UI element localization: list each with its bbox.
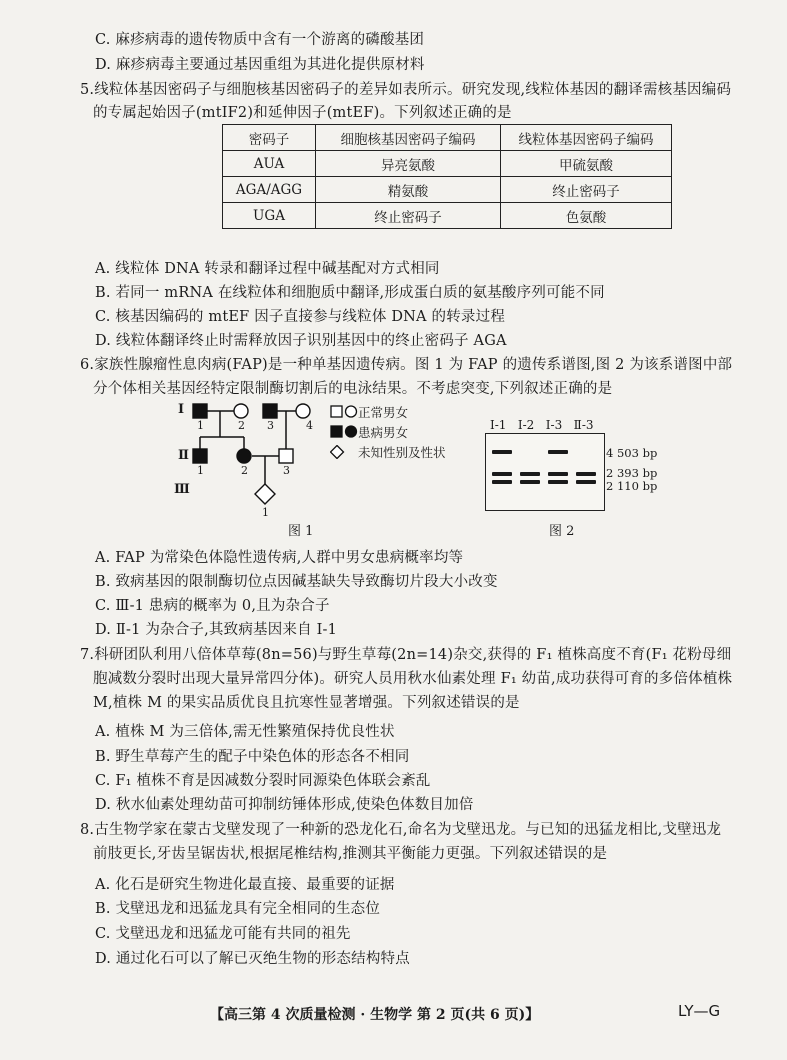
legend-unknown-label: 未知性别及性状 bbox=[358, 445, 446, 460]
pedigree-i1-affected-male bbox=[193, 404, 207, 418]
gel-band bbox=[576, 480, 596, 484]
q8-stem-line1: 8.古生物学家在蒙古戈壁发现了一种新的恐龙化石,命名为戈壁迅龙。与已知的迅猛龙相比,戈壁迅龙 bbox=[80, 822, 722, 838]
q5-stem-line2: 的专属起始因子(mtIF2)和延伸因子(mtEF)。下列叙述正确的是 bbox=[93, 105, 512, 121]
table-cell: 色氨酸 bbox=[501, 203, 672, 229]
q6-option-a: A. FAP 为常染色体隐性遗传病,人群中男女患病概率均等 bbox=[95, 550, 464, 566]
q7-stem-line1: 7.科研团队利用八倍体草莓(8n=56)与野生草莓(2n=14)杂交,获得的 F₁ 植株高度不育(F₁ 花粉母细 bbox=[80, 647, 732, 663]
q8-option-b: B. 戈壁迅龙和迅猛龙具有完全相同的生态位 bbox=[95, 901, 381, 917]
gel-band bbox=[548, 450, 568, 454]
table-header-row bbox=[223, 125, 672, 151]
q7-option-c: C. F₁ 植株不育是因减数分裂时同源染色体联会紊乱 bbox=[95, 773, 431, 789]
pedigree-legend bbox=[330, 402, 446, 462]
q7-stem-line3: M,植株 M 的果实品质优良且抗寒性显著增强。下列叙述错误的是 bbox=[93, 695, 520, 711]
q5-stem-line1: 5.线粒体基因密码子与细胞核基因密码子的差异如表所示。研究发现,线粒体基因的翻译需核基因编码 bbox=[80, 82, 732, 98]
q7-option-d: D. 秋水仙素处理幼苗可抑制纺锤体形成,使染色体数目加倍 bbox=[95, 797, 474, 813]
pedigree-i3-affected-male bbox=[263, 404, 277, 418]
q5-option-b: B. 若同一 mRNA 在线粒体和细胞质中翻译,形成蛋白质的氨基酸序列可能不同 bbox=[95, 285, 605, 301]
ind-number: 1 bbox=[197, 419, 204, 432]
legend-normal-label: 正常男女 bbox=[358, 405, 409, 420]
table-row bbox=[223, 177, 672, 203]
gel-band bbox=[492, 450, 512, 454]
figure2-caption: 图 2 bbox=[549, 524, 575, 539]
table-header: 线粒体基因密码子编码 bbox=[501, 125, 672, 151]
q5-option-d: D. 线粒体翻译终止时需释放因子识别基因中的终止密码子 AGA bbox=[95, 333, 507, 349]
table-cell: 异亮氨酸 bbox=[316, 151, 501, 177]
q5-option-a: A. 线粒体 DNA 转录和翻译过程中碱基配对方式相同 bbox=[95, 261, 440, 277]
gel-band bbox=[576, 472, 596, 476]
table-cell: 甲硫氨酸 bbox=[501, 151, 672, 177]
table-row bbox=[223, 203, 672, 229]
gel-band bbox=[492, 472, 512, 476]
q6-option-d: D. Ⅱ-1 为杂合子,其致病基因来自 Ⅰ-1 bbox=[95, 622, 338, 638]
bp-label: 2 393 bp bbox=[606, 466, 658, 480]
table-header: 密码子 bbox=[223, 125, 316, 151]
pedigree-iii1-unknown bbox=[255, 484, 275, 504]
generation-label-iii: Ⅲ bbox=[174, 482, 190, 497]
legend-affected bbox=[330, 422, 446, 442]
gel-band bbox=[548, 480, 568, 484]
legend-unknown-icon bbox=[330, 445, 358, 459]
gel-lane-labels bbox=[490, 418, 594, 432]
generation-label-i: Ⅰ bbox=[178, 402, 185, 417]
pedigree-i4-normal-female bbox=[296, 404, 310, 418]
legend-affected-icon bbox=[330, 425, 358, 439]
gel-band bbox=[548, 472, 568, 476]
gel-band bbox=[492, 480, 512, 484]
pedigree-ii1-affected-male bbox=[193, 449, 207, 463]
electrophoresis-gel bbox=[485, 433, 605, 511]
q8-option-d: D. 通过化石可以了解已灭绝生物的形态结构特点 bbox=[95, 951, 410, 967]
pedigree-i2-normal-female bbox=[234, 404, 248, 418]
table-cell: 终止密码子 bbox=[316, 203, 501, 229]
pedigree-ii3-normal-male bbox=[279, 449, 293, 463]
q8-stem-line2: 前肢更长,牙齿呈锯齿状,根据尾椎结构,推测其平衡能力更强。下列叙述错误的是 bbox=[93, 846, 608, 862]
gel-band bbox=[520, 480, 540, 484]
table-cell: UGA bbox=[223, 203, 316, 229]
ind-number: 2 bbox=[238, 419, 245, 432]
gel-lane-label: Ⅰ-1 bbox=[490, 418, 507, 432]
gel-lane-label: Ⅱ-3 bbox=[573, 418, 594, 432]
q4-option-c: C. 麻疹病毒的遗传物质中含有一个游离的磷酸基团 bbox=[95, 32, 425, 48]
paper-code: LY—G bbox=[678, 1002, 721, 1020]
legend-affected-label: 患病男女 bbox=[358, 425, 409, 440]
table-header: 细胞核基因密码子编码 bbox=[316, 125, 501, 151]
q7-option-a: A. 植株 M 为三倍体,需无性繁殖保持优良性状 bbox=[95, 724, 395, 740]
ind-number: 3 bbox=[283, 464, 290, 477]
legend-normal bbox=[330, 402, 446, 422]
page-footer-title: 【高三第 4 次质量检测 · 生物学 第 2 页(共 6 页)】 bbox=[210, 1007, 540, 1023]
legend-unknown bbox=[330, 442, 446, 462]
gel-lane-label: Ⅰ-2 bbox=[517, 418, 535, 432]
q5-option-c: C. 核基因编码的 mtEF 因子直接参与线粒体 DNA 的转录过程 bbox=[95, 309, 506, 325]
legend-normal-icon bbox=[330, 405, 358, 419]
figure1-caption: 图 1 bbox=[288, 524, 314, 539]
q4-option-d: D. 麻疹病毒主要通过基因重组为其进化提供原材料 bbox=[95, 57, 425, 73]
table-row bbox=[223, 151, 672, 177]
bp-label: 2 110 bp bbox=[606, 479, 658, 493]
q6-stem-line2: 分个体相关基因经特定限制酶切割后的电泳结果。不考虑突变,下列叙述正确的是 bbox=[93, 381, 613, 397]
generation-label-ii: Ⅱ bbox=[178, 448, 189, 463]
ind-number: 4 bbox=[306, 419, 313, 432]
ind-number: 3 bbox=[267, 419, 274, 432]
bp-label: 4 503 bp bbox=[606, 446, 658, 460]
table-cell: 精氨酸 bbox=[316, 177, 501, 203]
gel-lane-label: Ⅰ-3 bbox=[545, 418, 563, 432]
q6-option-c: C. Ⅲ-1 患病的概率为 0,且为杂合子 bbox=[95, 598, 330, 614]
q8-option-c: C. 戈壁迅龙和迅猛龙可能有共同的祖先 bbox=[95, 926, 351, 942]
ind-number: 1 bbox=[262, 506, 269, 519]
q7-option-b: B. 野生草莓产生的配子中染色体的形态各不相同 bbox=[95, 749, 410, 765]
q6-option-b: B. 致病基因的限制酶切位点因碱基缺失导致酶切片段大小改变 bbox=[95, 574, 498, 590]
table-cell: 终止密码子 bbox=[501, 177, 672, 203]
gel-band bbox=[520, 472, 540, 476]
table-cell: AGA/AGG bbox=[223, 177, 316, 203]
q6-stem-line1: 6.家族性腺瘤性息肉病(FAP)是一种单基因遗传病。图 1 为 FAP 的遗传系谱图,图 2 为该系谱图中部 bbox=[80, 357, 733, 373]
ind-number: 1 bbox=[197, 464, 204, 477]
ind-number: 2 bbox=[241, 464, 248, 477]
pedigree-ii2-affected-female bbox=[237, 449, 251, 463]
table-cell: AUA bbox=[223, 151, 316, 177]
q7-stem-line2: 胞减数分裂时出现大量异常四分体)。研究人员用秋水仙素处理 F₁ 幼苗,成功获得可育的多倍体植株 bbox=[93, 671, 733, 687]
codon-table bbox=[222, 124, 672, 229]
q8-option-a: A. 化石是研究生物进化最直接、最重要的证据 bbox=[95, 877, 395, 893]
